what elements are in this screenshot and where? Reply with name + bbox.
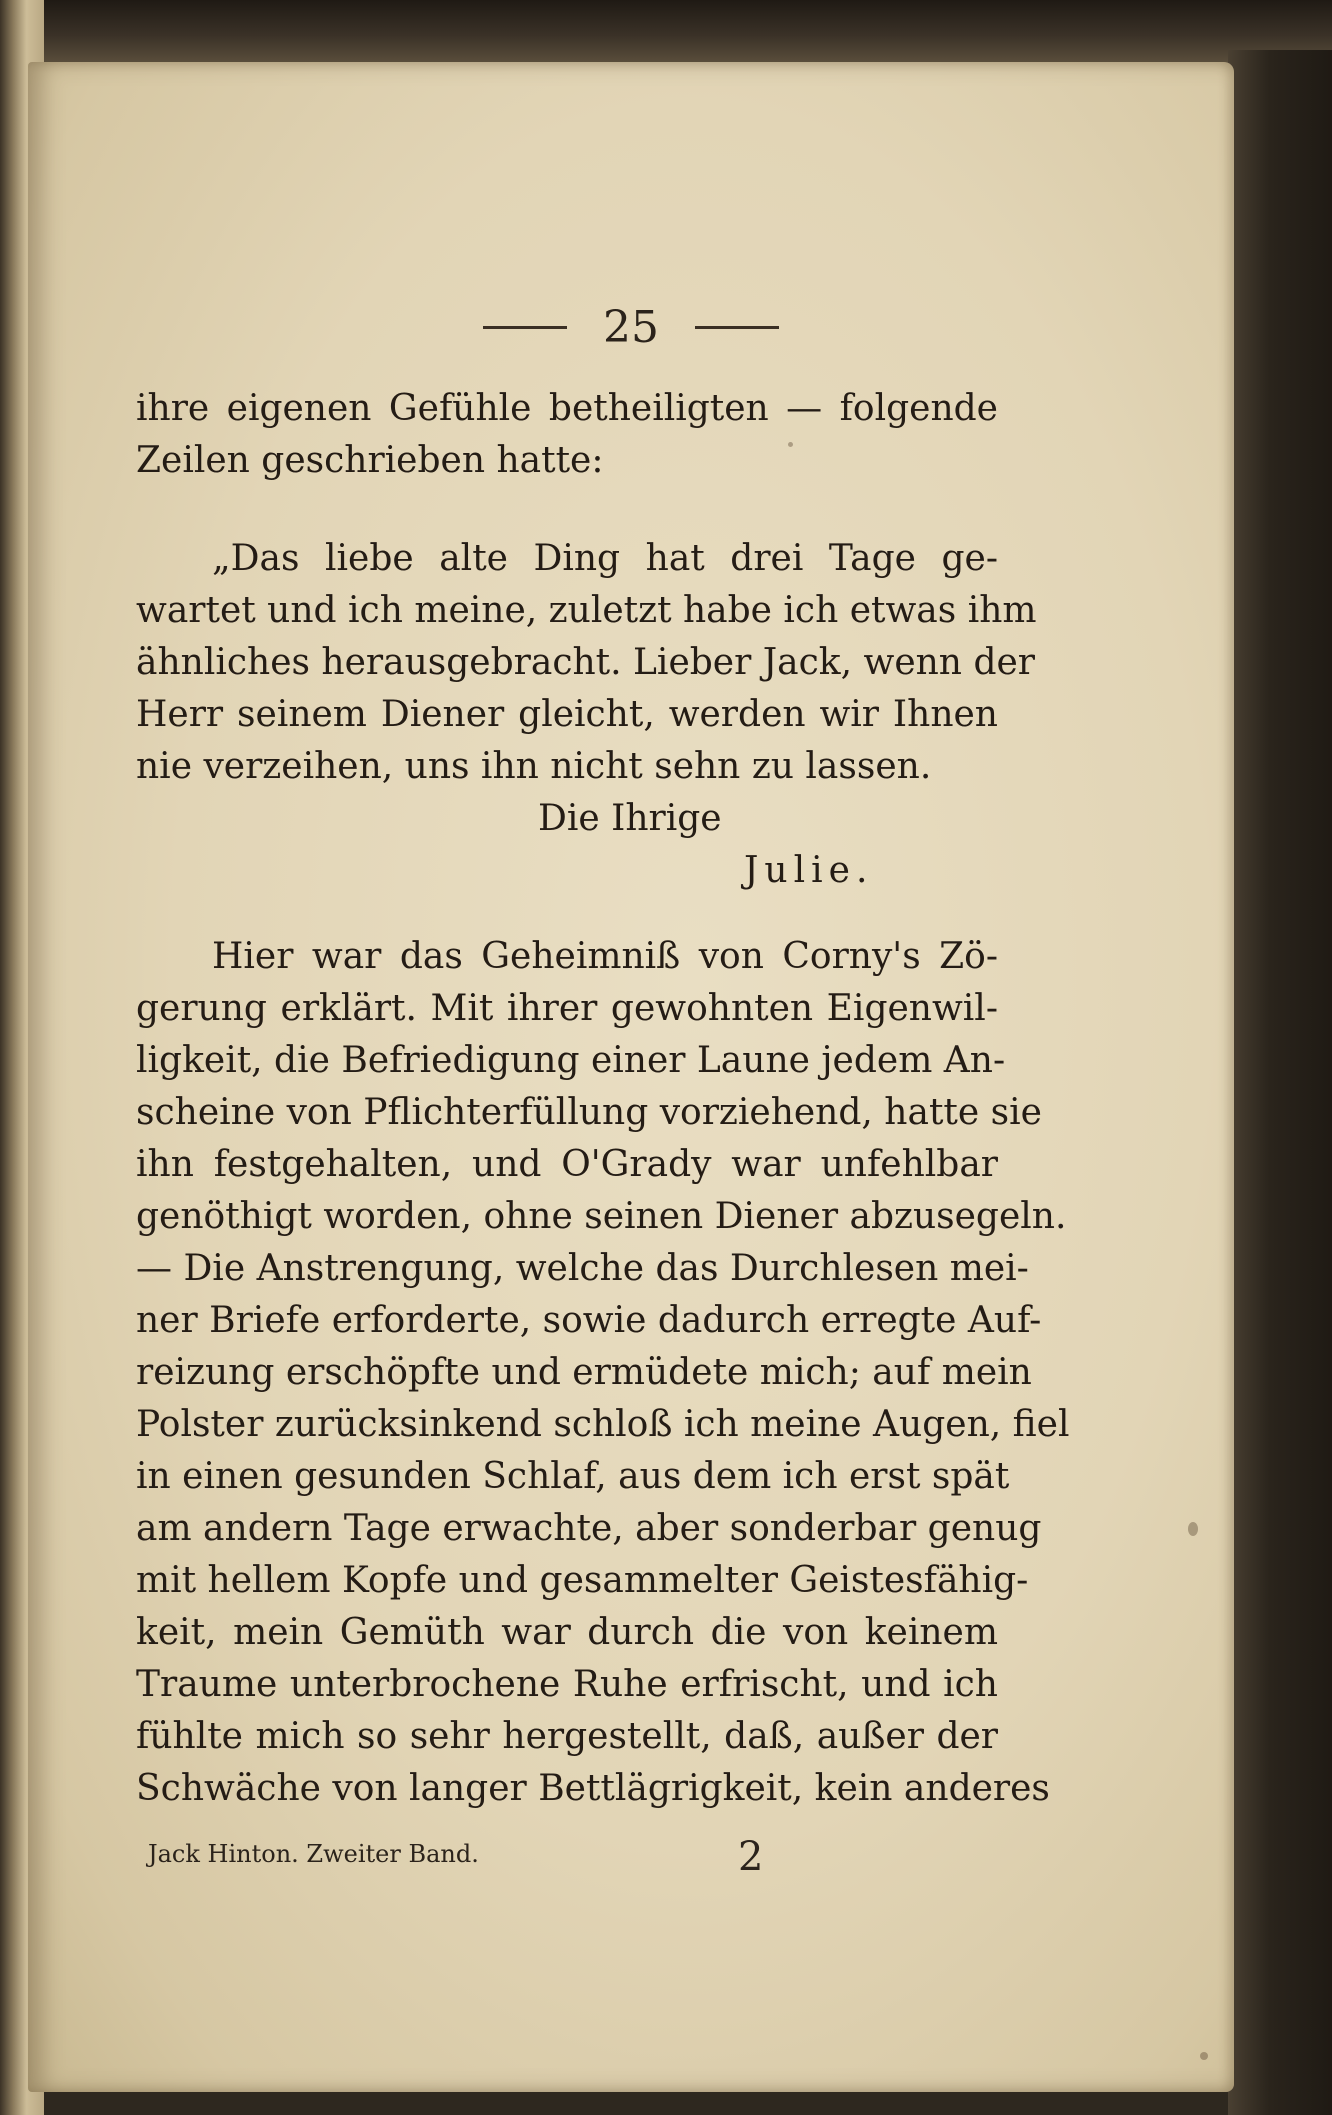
book-top-edge	[0, 0, 1332, 64]
text-line: gerung erklärt. Mit ihrer gewohnten Eigenwil-	[136, 988, 998, 1029]
page-number: 25	[603, 301, 659, 353]
text-line: — Die Anstrengung, welche das Durchlesen mei-	[136, 1248, 1029, 1289]
text-line: in einen gesunden Schlaf, aus dem ich erst spät	[136, 1456, 1010, 1497]
text-line: ihn festgehalten, und O'Grady war unfehlbar	[136, 1144, 998, 1185]
text-line: Zeilen geschrieben hatte:	[136, 440, 604, 481]
text-line: ähnliches herausgebracht. Lieber Jack, wenn der	[136, 642, 1035, 683]
closing-line: Die Ihrige	[538, 798, 722, 839]
text-line: Schwäche von langer Bettlägrigkeit, kein anderes	[136, 1768, 1050, 1809]
text-line: am andern Tage erwachte, aber sonderbar genug	[136, 1508, 1042, 1549]
text-line: Polster zurücksinkend schloß ich meine Augen, fiel	[136, 1404, 1070, 1445]
text-line: scheine von Pflichterfüllung vorziehend, hatte sie	[136, 1092, 1042, 1133]
page-header	[28, 292, 1234, 362]
signature-name: Julie.	[744, 850, 874, 891]
signature-mark: 2	[738, 1834, 764, 1880]
page-paper	[28, 62, 1234, 2092]
text-line: Herr seinem Diener gleicht, werden wir Ihnen	[136, 694, 998, 735]
text-line: keit, mein Gemüth war durch die von keinem	[136, 1612, 998, 1653]
text-line: „Das liebe alte Ding hat drei Tage ge-	[212, 538, 998, 579]
paper-speck	[1188, 1522, 1198, 1536]
header-dash-left	[483, 326, 567, 329]
text-line: mit hellem Kopfe und gesammelter Geistesfähig-	[136, 1560, 1029, 1601]
text-line: wartet und ich meine, zuletzt habe ich etwas ihm	[136, 590, 1037, 631]
text-line: ihre eigenen Gefühle betheiligten — folgende	[136, 388, 998, 429]
text-line: genöthigt worden, ohne seinen Diener abzusegeln.	[136, 1196, 1067, 1237]
text-line: reizung erschöpfte und ermüdete mich; auf mein	[136, 1352, 1032, 1393]
text-line: ligkeit, die Befriedigung einer Laune jedem An-	[136, 1040, 1006, 1081]
text-line: Hier war das Geheimniß von Corny's Zö-	[212, 936, 998, 977]
book-right-edge	[1228, 50, 1332, 2115]
text-line: fühlte mich so sehr hergestellt, daß, außer der	[136, 1716, 998, 1757]
footer-title: Jack Hinton. Zweiter Band.	[148, 1840, 479, 1868]
paper-speck	[788, 442, 793, 447]
text-line: nie verzeihen, uns ihn nicht sehn zu lassen.	[136, 746, 932, 787]
header-dash-right	[695, 326, 779, 329]
paper-speck	[1200, 2052, 1208, 2060]
text-line: Traume unterbrochene Ruhe erfrischt, und ich	[136, 1664, 998, 1705]
text-line: ner Briefe erforderte, sowie dadurch erregte Auf-	[136, 1300, 1042, 1341]
